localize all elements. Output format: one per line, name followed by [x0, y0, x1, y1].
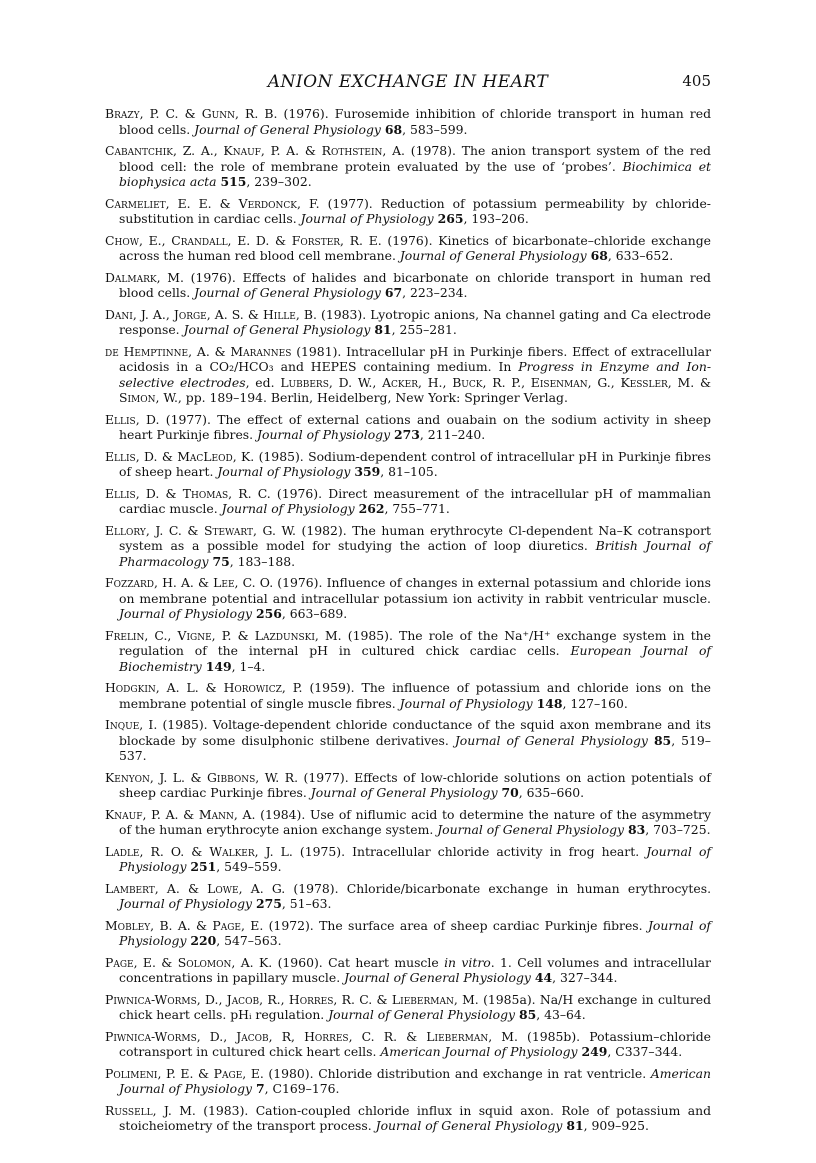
reference-text: (1972). The surface area of sheep cardiac Purkinje fibres. [263, 917, 648, 933]
reference-volume: 265 [437, 211, 464, 226]
reference-pages: , 663–689. [281, 606, 348, 621]
reference-authors: Chow, E., Crandall, E. D. & Forster, R. E. [105, 232, 382, 248]
reference-journal: Journal of General Physiology [194, 121, 381, 137]
reference-volume: 81 [374, 322, 392, 337]
reference-pages: , 255–281. [391, 322, 457, 337]
reference-volume: 275 [256, 896, 282, 911]
reference-item [105, 196, 711, 227]
reference-text: (1984). Use of niflumic acid to determine the nature of the asymmetry of the human erythrocyte anion exchange system. [119, 806, 711, 837]
reference-text: (1976). Effects of halides and bicarbonate on chloride transport in human red blood cells. [119, 269, 711, 300]
reference-item [105, 449, 711, 480]
reference-volume: 67 [384, 285, 403, 300]
reference-item [105, 143, 711, 190]
reference-item [105, 523, 711, 570]
reference-pages: , 223–234. [402, 285, 468, 300]
reference-volume: 85 [653, 732, 672, 748]
reference-book-title: Progress in Enzyme and Ion-selective electrodes [119, 359, 712, 390]
reference-journal: American Journal of Physiology [119, 1065, 711, 1096]
reference-authors: Ellis, D. [105, 411, 160, 427]
reference-journal: European Journal of Biochemistry [119, 643, 711, 674]
running-title: ANION EXCHANGE IN HEART [267, 72, 549, 92]
reference-text: (1977). Effects of low-chloride solutions on action potentials of sheep cardiac Purkinje fibres. [119, 769, 711, 800]
reference-publisher: , pp. 189–194. Berlin, Heidelberg, New York: Springer Verlag. [177, 390, 568, 405]
reference-editors: Lubbers, D. W., Acker, H., Buck, R. P., Eisenman, G., Kessler, M. & Simon, W. [119, 374, 711, 405]
reference-volume: 149 [205, 658, 232, 674]
reference-item [105, 1103, 711, 1134]
reference-text-continued: . 1. Cell volumes and intracellular concentrations in papillary muscle. [119, 954, 711, 985]
reference-list [105, 106, 711, 1140]
reference-volume: 83 [627, 822, 646, 837]
reference-item [105, 412, 711, 443]
reference-pages: , 127–160. [562, 695, 628, 711]
reference-authors: Knauf, P. A. & Mann, A. [105, 806, 256, 822]
reference-journal: Journal of Physiology [119, 606, 253, 621]
reference-text: (1976). Furosemide inhibition of chloride transport in human red blood cells. [119, 106, 711, 137]
reference-authors: Piwnica-Worms, D., Jacob, R., Horres, R. C. & Lieberman, M. [105, 991, 479, 1007]
reference-journal: Journal of Physiology [221, 501, 355, 516]
reference-journal: Journal of General Physiology [344, 970, 531, 985]
reference-item [105, 233, 711, 264]
reference-volume: 148 [536, 695, 563, 711]
reference-pages: , 51–63. [281, 896, 332, 911]
reference-item [105, 575, 711, 622]
reference-volume: 262 [358, 501, 385, 516]
reference-item [105, 807, 711, 838]
reference-item [105, 106, 711, 137]
reference-authors: Inque, I. [105, 717, 158, 732]
reference-pages: , 633–652. [607, 248, 674, 263]
reference-item [105, 1029, 711, 1060]
reference-authors: Cabantchik, Z. A., Knauf, P. A. & Rothstein, A. [105, 143, 405, 158]
reference-volume: 359 [354, 464, 381, 479]
reference-volume: 251 [190, 859, 217, 874]
reference-item [105, 881, 711, 912]
reference-text-editor-prefix: , ed. [245, 374, 281, 390]
reference-journal: Journal of General Physiology [399, 248, 587, 263]
reference-authors: Page, E. & Solomon, A. K. [105, 954, 273, 970]
reference-pages: , 81–105. [380, 464, 438, 479]
reference-journal: Journal of General Physiology [454, 732, 648, 748]
reference-authors: Polimeni, P. E. & Page, E. [105, 1065, 264, 1081]
page-header [105, 72, 711, 96]
reference-text: (1981). Intracellular pH in Purkinje fibers. Effect of extracellular acidosis in a CO₂/HCO₃ and HEPES containing medium. In [119, 343, 711, 374]
reference-text: (1976). Influence of changes in external potassium and chloride ions on membrane potential and intracellular potassium ion activity in rabbit ventricular muscle. [119, 575, 711, 606]
reference-item [105, 307, 711, 338]
reference-pages: , 193–206. [463, 211, 529, 226]
reference-text: (1978). The anion transport system of the red blood cell: the role of membrane protein evaluated by the use of ‘probes’. [119, 143, 711, 174]
reference-text: (1976). Direct measurement of the intracellular pH of mammalian cardiac muscle. [119, 485, 711, 516]
reference-authors: Ellory, J. C. & Stewart, G. W. [105, 522, 296, 538]
reference-pages: , 547–563. [216, 933, 282, 948]
reference-item [105, 628, 711, 675]
reference-text: (1983). Cation-coupled chloride influx in squid axon. Role of potassium and stoicheiometry of the transport process. [119, 1102, 711, 1133]
reference-pages: , 327–344. [552, 970, 618, 985]
reference-volume: 81 [566, 1118, 584, 1133]
reference-pages: , 183–188. [229, 553, 296, 569]
reference-journal: Journal of General Physiology [310, 785, 498, 800]
reference-authors: Hodgkin, A. L. & Horowicz, P. [105, 680, 303, 695]
reference-volume: 68 [590, 248, 608, 263]
reference-pages: , 755–771. [384, 501, 450, 516]
reference-volume: 249 [581, 1044, 608, 1059]
reference-pages: , 519–537. [119, 732, 711, 763]
reference-item [105, 955, 711, 986]
reference-authors: Ladle, R. O. & Walker, J. L. [105, 843, 293, 859]
reference-text: (1976). Kinetics of bicarbonate–chloride exchange across the human red blood cell membrane. [119, 232, 711, 263]
reference-journal: Biochimica et biophysica acta [119, 158, 712, 189]
reference-text: (1959). The influence of potassium and chloride ions on the membrane potential of single muscle fibres. [119, 680, 712, 711]
reference-pages: , C169–176. [264, 1081, 340, 1096]
reference-volume: 70 [501, 785, 519, 800]
reference-text: (1978). Chloride/bicarbonate exchange in human erythrocytes. [285, 880, 712, 896]
reference-authors: Dani, J. A., Jorge, A. S. & Hille, B. [105, 306, 317, 322]
reference-authors: Piwnica-Worms, D., Jacob, R, Horres, C. R. & Lieberman, M. [105, 1028, 518, 1044]
reference-text: (1975). Intracellular chloride activity in frog heart. [292, 843, 647, 859]
reference-volume: 75 [212, 553, 230, 569]
reference-volume: 273 [394, 427, 420, 442]
reference-volume: 85 [518, 1007, 537, 1022]
reference-journal: Journal of General Physiology [183, 322, 371, 337]
reference-journal: Journal of Physiology [119, 917, 711, 948]
reference-pages: , 43–64. [536, 1007, 586, 1022]
reference-text: (1977). The effect of external cations and ouabain on the sodium activity in sheep heart Purkinje fibres. [119, 411, 711, 442]
reference-journal: Journal of Physiology [257, 427, 391, 442]
reference-pages: , C337–344. [607, 1044, 683, 1059]
reference-authors: Ellis, D. & MacLeod, K. [105, 448, 255, 464]
reference-item [105, 992, 711, 1023]
reference-item [105, 270, 711, 301]
reference-authors: Mobley, B. A. & Page, E. [105, 917, 264, 933]
reference-journal: Journal of General Physiology [375, 1118, 563, 1133]
reference-text: (1980). Chloride distribution and exchange in rat ventricle. [263, 1065, 651, 1081]
reference-text: (1985b). Potassium–chloride cotransport in cultured chick heart cells. [119, 1028, 711, 1059]
reference-volume: 220 [190, 933, 217, 948]
reference-authors: Frelin, C., Vigne, P. & Lazdunski, M. [105, 627, 342, 643]
reference-journal: Journal of Physiology [399, 695, 533, 711]
reference-pages: , 211–240. [419, 427, 486, 442]
reference-journal: Journal of Physiology [300, 211, 434, 226]
reference-authors: Dalmark, M. [105, 269, 184, 285]
reference-pages: , 1–4. [231, 658, 266, 674]
reference-pages: , 583–599. [402, 121, 468, 137]
reference-text: (1985). Voltage-dependent chloride conductance of the squid axon membrane and its blockade by some disulphonic stilbene derivatives. [119, 717, 711, 748]
page-number: 405 [682, 72, 711, 90]
reference-authors: Fozzard, H. A. & Lee, C. O. [105, 575, 274, 590]
reference-text: (1985). Sodium-dependent control of intracellular pH in Purkinje fibres of sheep heart. [119, 448, 711, 479]
reference-journal: Journal of General Physiology [194, 285, 381, 300]
reference-journal: Journal of Physiology [119, 843, 711, 874]
reference-pages: , 549–559. [216, 859, 282, 874]
reference-in-vitro: in vitro [444, 954, 491, 970]
reference-text: (1977). Reduction of potassium permeability by chloride-substitution in cardiac cells. [119, 195, 711, 226]
reference-volume: 68 [384, 121, 403, 137]
reference-text: (1985a). Na/H exchange in cultured chick heart cells. pHᵢ regulation. [119, 991, 712, 1022]
reference-volume: 515 [220, 174, 247, 189]
reference-volume: 7 [256, 1081, 265, 1096]
reference-item [105, 680, 711, 711]
reference-item [105, 486, 711, 517]
reference-journal: American Journal of Physiology [380, 1044, 578, 1059]
reference-journal: British Journal of Pharmacology [119, 538, 711, 569]
reference-authors: de Hemptinne, A. & Marannes [105, 343, 292, 359]
reference-item [105, 918, 711, 949]
reference-journal: Journal of General Physiology [328, 1007, 515, 1022]
reference-authors: Kenyon, J. L. & Gibbons, W. R. [105, 769, 299, 785]
reference-journal: Journal of General Physiology [437, 822, 624, 837]
reference-pages: , 635–660. [518, 785, 585, 800]
reference-item [105, 770, 711, 801]
reference-authors: Ellis, D. & Thomas, R. C. [105, 485, 271, 501]
reference-item [105, 717, 711, 764]
reference-text: (1960). Cat heart muscle [272, 954, 445, 970]
reference-item [105, 344, 711, 406]
reference-pages: , 909–925. [583, 1118, 649, 1133]
reference-text: (1983). Lyotropic anions, Na channel gating and Ca electrode response. [119, 306, 711, 337]
reference-volume: 256 [256, 606, 282, 621]
reference-text: (1985). The role of the Na⁺/H⁺ exchange system in the regulation of the internal pH in cultured chick cardiac cells. [119, 627, 711, 658]
reference-journal: Journal of Physiology [119, 896, 253, 911]
reference-authors: Lambert, A. & Lowe, A. G. [105, 880, 286, 896]
reference-item [105, 1066, 711, 1097]
reference-authors: Carmeliet, E. E. & Verdonck, F. [105, 195, 320, 211]
reference-pages: , 703–725. [645, 822, 711, 837]
reference-text: (1982). The human erythrocyte Cl-dependent Na–K cotransport system as a possible model for studying the action of loop diuretics. [119, 522, 711, 553]
reference-item [105, 844, 711, 875]
reference-journal: Journal of Physiology [217, 464, 351, 479]
reference-authors: Brazy, P. C. & Gunn, R. B. [105, 106, 278, 121]
reference-volume: 44 [534, 970, 553, 985]
reference-pages: , 239–302. [246, 174, 312, 189]
reference-authors: Russell, J. M. [105, 1102, 196, 1118]
